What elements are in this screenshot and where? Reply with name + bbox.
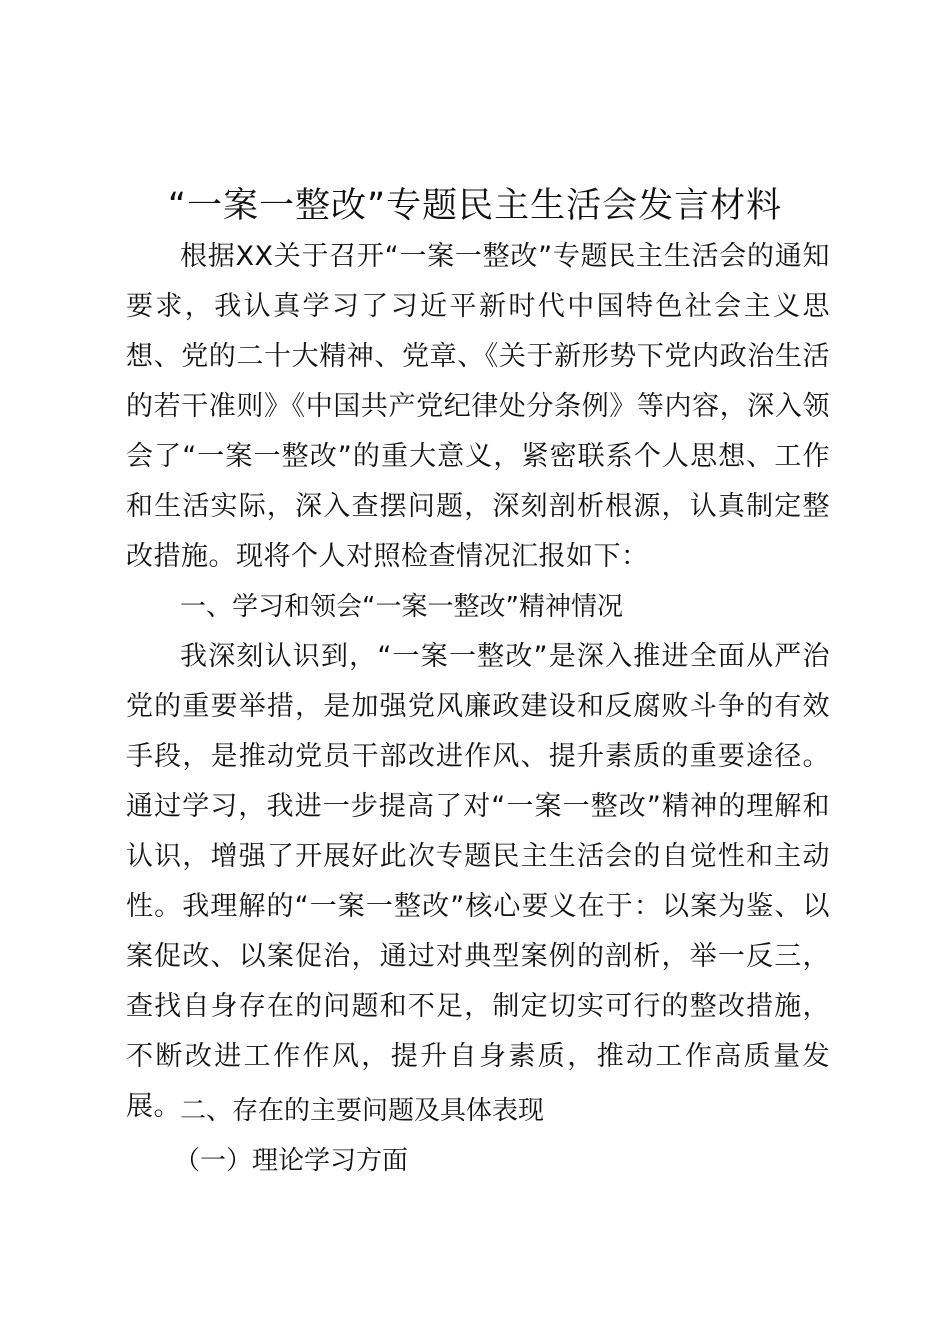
section-heading-2: 二、存在的主要问题及具体表现 xyxy=(180,1096,545,1126)
intro-paragraph: 根据XX关于召开“一案一整改”专题民主生活会的通知要求，我认真学习了习近平新时代中国特色社会主义思想、党的二十大精神、党章、《关于新形势下党内政治生活的若干准则》《中国共产党纪律处分条例》等内容，深入领会了“一案一整改”的重大意义，紧密联系个人思想、工作和生活实际，深入查摆问题，深刻剖析根源，认真制定整改措施。现将个人对照检查情况汇报如下： xyxy=(126,241,830,572)
section-1-paragraph: 我深刻认识到，“一案一整改”是深入推进全面从严治党的重要举措，是加强党风廉政建设和反腐败斗争的有效手段，是推动党员干部改进作风、提升素质的重要途径。通过学习，我进一步提高了对“一案一整改”精神的理解和认识，增强了开展好此次专题民主生活会的自觉性和主动性。我理解的“一案一整改”核心要义在于：以案为鉴、以案促改、以案促治，通过对典型案例的剖析，举一反三，查找自身存在的问题和不足，制定切实可行的整改措施，不断改进工作作风，提升自身素质，推动工作高质量发展。 xyxy=(126,641,830,1122)
document-body xyxy=(126,232,830,1186)
document-title: “一案一整改”专题民主生活会发言材料 xyxy=(167,186,783,226)
subsection-heading-1: （一）理论学习方面 xyxy=(174,1146,409,1176)
section-heading-1: 一、学习和领会“一案一整改”精神情况 xyxy=(180,592,623,622)
